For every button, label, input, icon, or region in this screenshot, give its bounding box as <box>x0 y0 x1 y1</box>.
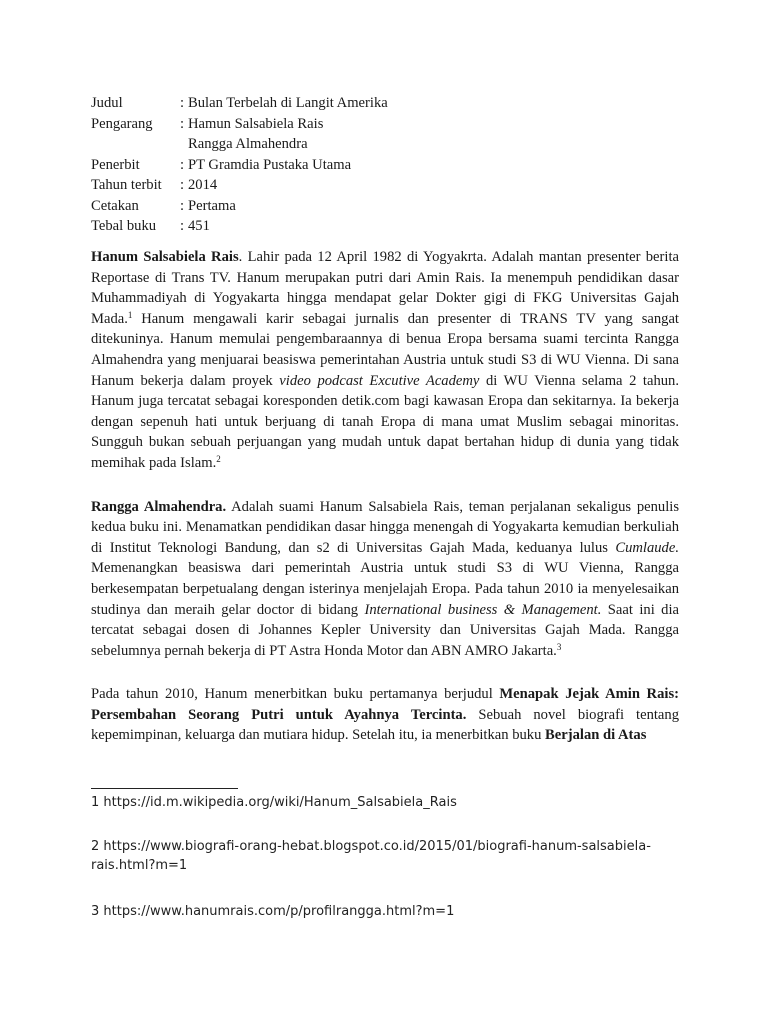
info-value: Rangga Almahendra <box>188 136 308 152</box>
info-row-title <box>91 93 388 114</box>
info-row-pages <box>91 216 388 237</box>
info-colon: : <box>180 115 185 132</box>
paragraph-rangga: Rangga Almahendra. Adalah suami Hanum Salsabiela Rais, teman perjalanan sekaligus penulis kedua buku ini. Menamatkan pendidikan dasar hingga menengah di Yogyakarta kemudian berkuliah di Institut Teknologi Bandung, dan s2 di Universitas Gajah Mada, keduanya lulus Cumlaude. Memenangkan beasiswa dari pemerintah Austria untuk studi S3 di WU Vienna, Rangga berkesempatan berpetualang dengan isterinya menjelajah Eropa. Pada tahun 2010 ia menyelesaikan studinya dan meraih gelar doctor di bidang International business & Management. Saat ini dia tercatat sebagai dosen di Johannes Kepler University dan Universitas Gajah Mada. Rangga sebelumnya pernah bekerja di PT Astra Honda Motor dan ABN AMRO Jakarta.$^3$ <box>91 498 679 659</box>
info-row-edition <box>91 196 388 217</box>
info-colon: : <box>180 218 185 234</box>
info-key: Tebal buku <box>91 218 157 234</box>
body-text <box>91 247 679 769</box>
info-value: Pertama <box>188 197 236 214</box>
info-key: Judul <box>91 95 123 111</box>
info-key: Pengarang <box>91 115 153 132</box>
book-title: Berjalan di Atas <box>545 727 647 744</box>
paragraph-books: Pada tahun 2010, Hanum menerbitkan buku pertamanya berjudul Menapak Jejak Amin Rais: Persembahan Seorang Putri untuk Ayahnya Tercinta. Sebuah novel biografi tentang kepemimpinan, keluarga dan mutiara hidup. Setelah itu, ia menerbitkan buku Berjalan di Atas <box>91 686 679 744</box>
info-row-publisher <box>91 155 388 176</box>
paragraph-hanum: Hanum Salsabiela Rais. Lahir pada 12 April 1982 di Yogyakrta. Adalah mantan presenter berita Reportase di Trans TV. Hanum merupakan putri dari Amin Rais. Ia menempuh pendidikan dasar Muhammadiyah di Yogyakarta hingga mendapat gelar Dokter gigi di FKG Universitas Gajah Mada.$^1$ Hanum mengawali karir sebagai jurnalis dan presenter di TRANS TV yang sangat ditekuninya. Hanum memulai pengembaraannya di benua Eropa bersama suami tercinta Rangga Almahendra yang menjuarai beasiswa pemerintahan Austria untuk studi S3 di WU Vienna. Di sana Hanum bekerja dalam proyek video podcast Excutive Academy di WU Vienna selama 2 tahun. Hanum juga tercatat sebagai koresponden detik.com bagi kawasan Eropa dan sekitarnya. Ia bekerja dengan sepenuh hati untuk berjuang di tanah Eropa di mana umat Muslim sebagai minoritas. Sungguh bukan sebuah perjuangan yang mudah untuk dapat bertahan hidup di dunia yang tidak memihak pada Islam.$^2$ <box>91 249 679 471</box>
info-key: Tahun terbit <box>91 177 162 193</box>
info-key: Cetakan <box>91 197 139 214</box>
book-title: Menapak Jejak Amin Rais: Persembahan Seorang Putri untuk Ayahnya Tercinta. <box>91 686 679 723</box>
info-colon: : <box>180 95 185 111</box>
info-row-coauthor <box>91 134 388 155</box>
footnote-1: 1 https://id.m.wikipedia.org/wiki/Hanum_Salsabiela_Rais <box>91 795 457 810</box>
footnote-ref: 3 <box>556 641 562 652</box>
footnote-divider <box>91 788 238 789</box>
info-colon: : <box>180 197 185 214</box>
author-name: Rangga Almahendra. <box>91 498 227 515</box>
info-key: Penerbit <box>91 156 140 173</box>
info-value: Bulan Terbelah di Langit Amerika <box>188 95 388 111</box>
book-info-table <box>91 93 388 237</box>
info-row-year <box>91 175 388 196</box>
info-colon: : <box>180 156 185 173</box>
footnote-2: 2 https://www.biografi-orang-hebat.blogspot.co.id/2015/01/biografi-hanum-salsabiela-rais.html?m=1 <box>91 839 651 873</box>
author-name: Hanum Salsabiela Rais <box>91 249 239 265</box>
info-value: 2014 <box>188 177 218 193</box>
info-row-author <box>91 114 388 135</box>
info-value: Hamun Salsabiela Rais <box>188 115 324 132</box>
info-key <box>91 134 180 155</box>
footnote-ref: 1 <box>127 309 133 320</box>
info-colon: : <box>180 177 185 193</box>
info-value: 451 <box>188 218 210 234</box>
footnote-ref: 2 <box>216 453 221 464</box>
info-value: PT Gramdia Pustaka Utama <box>188 156 352 173</box>
footnote-3: 3 https://www.hanumrais.com/p/profilrangga.html?m=1 <box>91 904 455 919</box>
